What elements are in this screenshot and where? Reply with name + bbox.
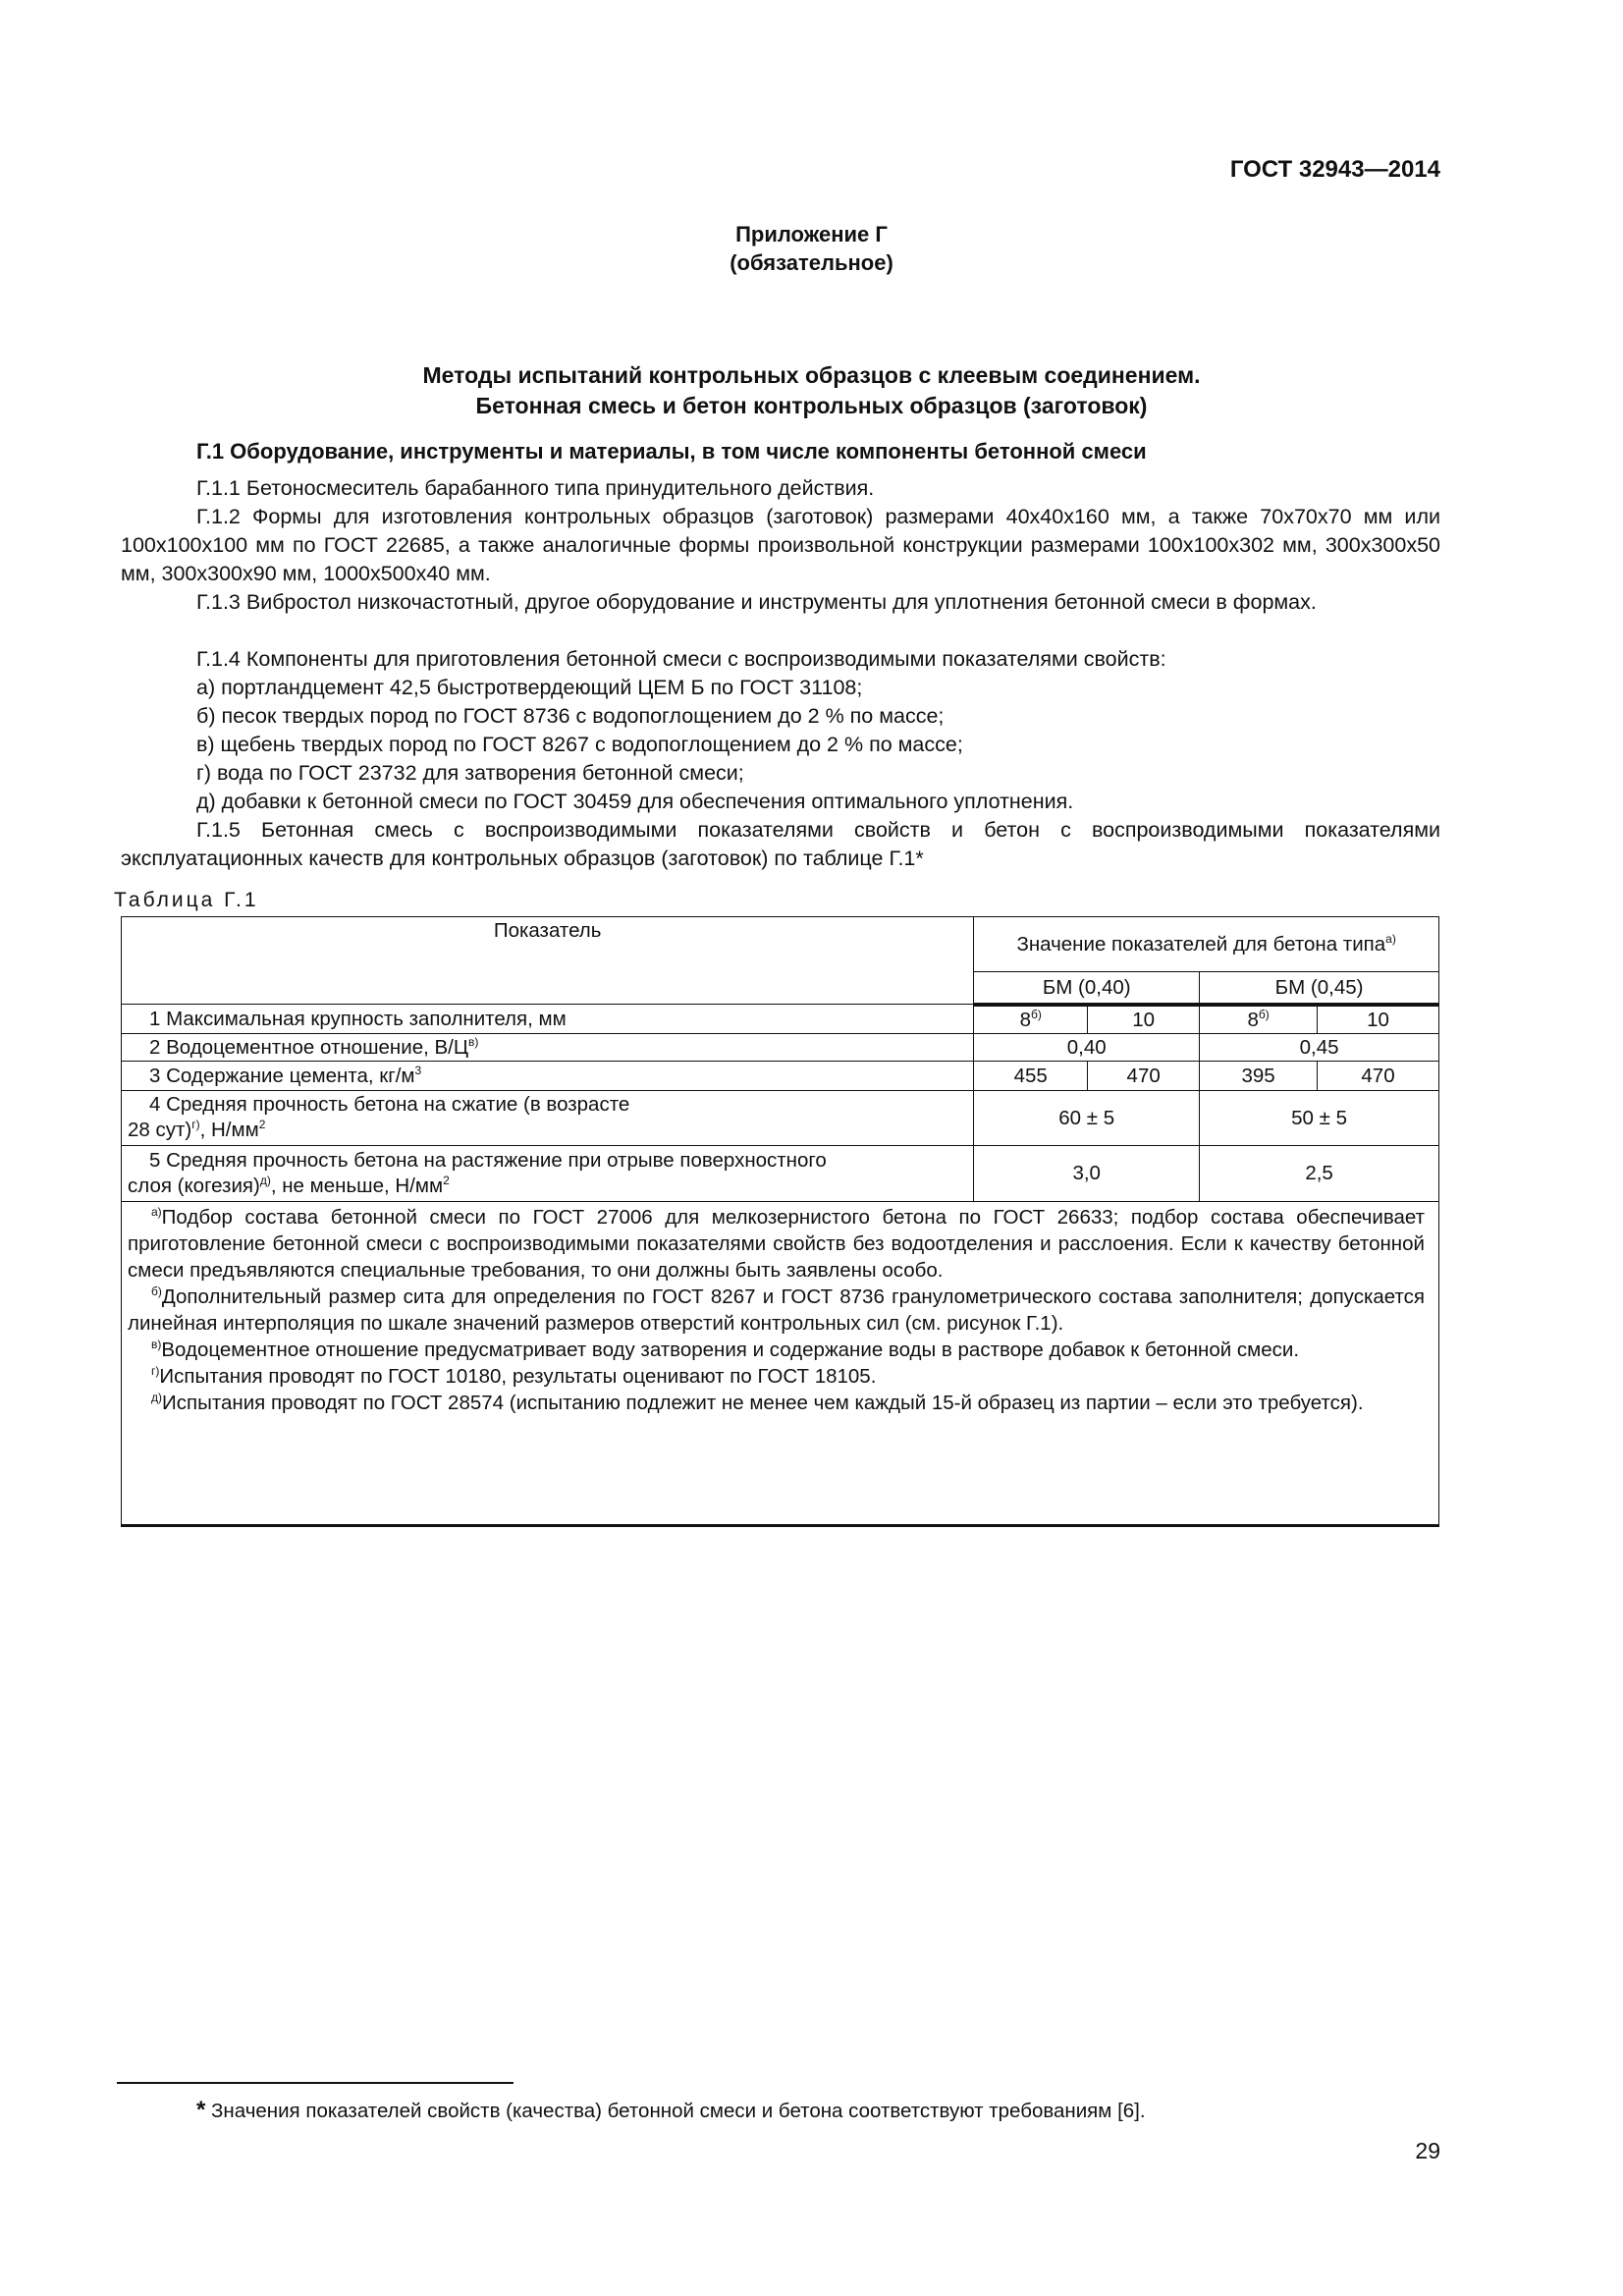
document-header: ГОСТ 32943—2014 <box>1229 156 1440 183</box>
list-item: б) песок твердых пород по ГОСТ 8736 с водопоглощением до 2 % по массе; <box>196 704 945 728</box>
table-notes <box>122 1201 1439 1525</box>
list-item: в) щебень твердых пород по ГОСТ 8267 с водопоглощением до 2 % по массе; <box>196 733 963 756</box>
table-note: $^{а)}$Подбор состава бетонной смеси по ГОСТ 27006 для мелкозернистого бетона по ГОСТ 26633; подбор состава обеспечивает приготовление бетонной смеси с воспроизводимыми показателями свойств без водоотделения и расслоения. Если к качеству бетонной смеси предъявляются специальные требования, то они должны быть заявлены особо. <box>128 1204 1425 1282</box>
cell: 455 <box>974 1061 1088 1090</box>
table-row <box>122 1061 1439 1090</box>
table-note: $^{б)}$Дополнительный размер сита для определения по ГОСТ 8267 и ГОСТ 8736 гранулометрического состава заполнителя; допускается линейная интерполяция по шкале значений размеров отверстий контрольных сил (см. рисунок Г.1). <box>128 1284 1425 1335</box>
paragraph-g1-5: Г.1.5 Бетонная смесь с воспроизводимыми показателями свойств и бетон с воспроизводимыми показателями эксплуатационных качеств для контрольных образцов (заготовок) по таблице Г.1* <box>121 818 1440 870</box>
cell: 3,0 <box>974 1145 1200 1201</box>
appendix-title: Приложение Г <box>735 222 888 246</box>
table-note: $^{в)}$Водоцементное отношение предусматривает воду затворения и содержание воды в растворе добавок к бетонной смеси. <box>151 1337 1300 1361</box>
page-title-line1: Методы испытаний контрольных образцов с клеевым соединением. <box>422 362 1201 388</box>
table-note: $^{д)}$Испытания проводят по ГОСТ 28574 (испытанию подлежит не менее чем каждый 15-й образец из партии – если это требуется). <box>151 1390 1364 1414</box>
footnote-divider <box>117 2082 514 2084</box>
cell: 0,45 <box>1200 1033 1439 1061</box>
paragraph-g1-2: Г.1.2 Формы для изготовления контрольных образцов (заготовок) размерами 40x40x160 мм, а также 70x70x70 мм или 100x100x100 мм по ГОСТ 22685, а также аналогичные формы произвольной конструкции размерами 100x100x302 мм, 300x300x50 мм, 300x300x90 мм, 1000x500x40 мм. <box>121 505 1440 585</box>
footnote-mark: а) <box>1385 932 1396 947</box>
cell: 10 <box>1318 1005 1439 1034</box>
table-row <box>122 1033 1439 1061</box>
paragraph-g1-4: Г.1.4 Компоненты для приготовления бетонной смеси с воспроизводимыми показателями свойств: <box>196 647 1166 671</box>
cell: 50 ± 5 <box>1200 1090 1439 1145</box>
page-footnote: * Значения показателей свойств (качества) бетонной смеси и бетона соответствуют требованиям [6]. <box>196 2097 1146 2123</box>
header-type-bm045: БМ (0,45) <box>1200 972 1439 1005</box>
row-label: 2 Водоцементное отношение, $В/Ц^{в)}$ <box>122 1033 974 1061</box>
cell: 395 <box>1200 1061 1318 1090</box>
cell: 470 <box>1318 1061 1439 1090</box>
table-row <box>122 1090 1439 1145</box>
list-item: д) добавки к бетонной смеси по ГОСТ 30459 для обеспечения оптимального уплотнения. <box>196 790 1074 813</box>
header-indicator: Показатель <box>122 917 974 1005</box>
paragraph-g1-3: Г.1.3 Вибростол низкочастотный, другое оборудование и инструменты для уплотнения бетонной смеси в формах. <box>196 590 1317 614</box>
paragraph-g1-1: Г.1.1 Бетоносмеситель барабанного типа принудительного действия. <box>196 476 875 500</box>
section-heading: Г.1 Оборудование, инструменты и материалы, в том числе компоненты бетонной смеси <box>196 439 1147 464</box>
cell: 2,5 <box>1200 1145 1439 1201</box>
list-item: а) портландцемент 42,5 быстротвердеющий ЦЕМ Б по ГОСТ 31108; <box>196 676 863 699</box>
cell: 0,40 <box>974 1033 1200 1061</box>
table-note: $^{г)}$Испытания проводят по ГОСТ 10180, результаты оценивают по ГОСТ 18105. <box>151 1363 877 1388</box>
table-row <box>122 1005 1439 1034</box>
row-label: 4 Средняя прочность бетона на сжатие (в возрасте 28 сут)$^{г)}$, $Н/мм^2$ <box>122 1090 974 1145</box>
table-g1 <box>121 916 1439 1527</box>
table-row <box>122 1145 1439 1201</box>
row-label: 1 Максимальная крупность заполнителя, мм <box>122 1005 974 1034</box>
cell: 60 ± 5 <box>974 1090 1200 1145</box>
cell: $8^{б)}$ <box>1200 1005 1318 1034</box>
row-label: 5 Средняя прочность бетона на растяжение при отрыве поверхностного слоя (когезия)$^{д)}$, не меньше, $Н/мм^2$ <box>122 1145 974 1201</box>
row-label: 3 Содержание цемента, $кг/м^3$ <box>122 1061 974 1090</box>
header-value-text: Значение показателей для бетона типа <box>1016 933 1386 956</box>
list-item: г) вода по ГОСТ 23732 для затворения бетонной смеси; <box>196 761 744 785</box>
header-type-bm040: БМ (0,40) <box>974 972 1200 1005</box>
appendix-status: (обязательное) <box>730 250 893 275</box>
page-title-line2: Бетонная смесь и бетон контрольных образцов (заготовок) <box>475 393 1148 418</box>
page-number: 29 <box>1415 2138 1440 2163</box>
cell: 470 <box>1088 1061 1200 1090</box>
table-caption: Таблица Г.1 <box>114 889 259 911</box>
header-value <box>974 917 1439 972</box>
cell: $8^{б)}$ <box>974 1005 1088 1034</box>
cell: 10 <box>1088 1005 1200 1034</box>
